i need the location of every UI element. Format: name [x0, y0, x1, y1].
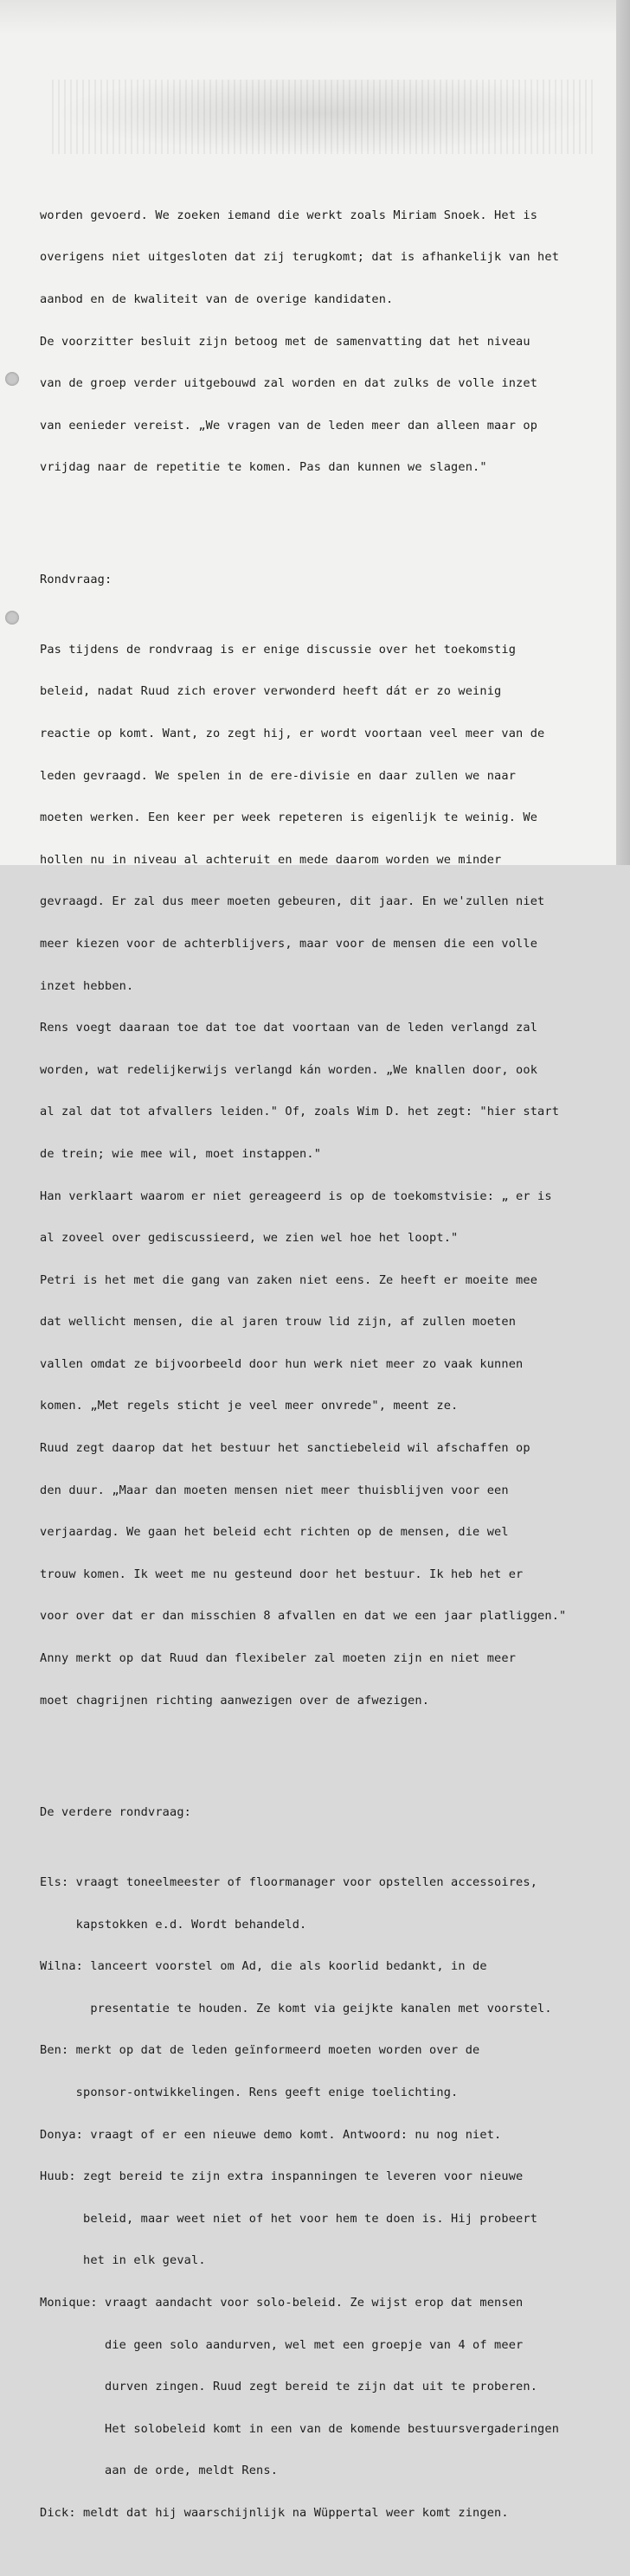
list-item: presentatie te houden. Ze komt via geijkte kanalen met voorstel. [40, 2001, 552, 2015]
list-item: beleid, maar weet niet of het voor hem te doen is. Hij probeert [40, 2211, 538, 2226]
text-line: komen. „Met regels sticht je veel meer onvrede", meent ze. [40, 1399, 459, 1413]
text-line: overigens niet uitgesloten dat zij terugkomt; dat is afhankelijk van het [40, 250, 560, 265]
text-line: Han verklaart waarom er niet gereageerd is op de toekomstvisie: „ er is [40, 1189, 552, 1203]
list-item: Ben: merkt op dat de leden geïnformeerd moeten worden over de [40, 2043, 480, 2058]
list-item: Wilna: lanceert voorstel om Ad, die als koorlid bedankt, in de [40, 1959, 487, 1974]
text-line: moet chagrijnen richting aanwezigen over de afwezigen. [40, 1693, 430, 1708]
scan-smudge [52, 80, 597, 154]
list-item: Het solobeleid komt in een van de komende bestuursvergaderingen [40, 2421, 560, 2436]
paragraph-1 [40, 180, 585, 503]
text-line: De voorzitter besluit zijn betoog met de samenvatting dat het niveau [40, 334, 530, 349]
list-item: Els: vraagt toneelmeester of floormanager voor opstellen accessoires, [40, 1875, 538, 1890]
page-fold-shadow [0, 0, 616, 35]
text-line: al zal dat tot afvallers leiden." Of, zoals Wim D. het zegt: "hier start [40, 1105, 560, 1119]
list-item: sponsor-ontwikkelingen. Rens geeft enige toelichting. [40, 2086, 459, 2099]
list-item: Huub: zegt bereid te zijn extra inspanningen te leveren voor nieuwe [40, 2169, 524, 2184]
punch-hole [5, 372, 19, 386]
text-line: gevraagd. Er zal dus meer moeten gebeuren, dit jaar. En we'zullen niet [40, 894, 545, 909]
text-line: vallen omdat ze bijvoorbeeld door hun werk niet meer zo vaak kunnen [40, 1356, 524, 1371]
punch-hole [5, 611, 19, 625]
text-line: Ruud zegt daarop dat het bestuur het sanctiebeleid wil afschaffen op [40, 1441, 530, 1456]
text-line: trouw komen. Ik weet me nu gesteund door het bestuur. Ik heb het er [40, 1567, 524, 1581]
list-item: aan de orde, meldt Rens. [40, 2464, 279, 2478]
list-item: Dick: meldt dat hij waarschijnlijk na Wüppertal weer komt zingen. [40, 2505, 509, 2520]
text-line: hollen nu in niveau al achteruit en mede daarom worden we minder [40, 852, 502, 867]
text-line: Anny merkt op dat Ruud dan flexibeler zal moeten zijn en niet meer [40, 1651, 517, 1666]
text-line: al zoveel over gediscussieerd, we zien wel hoe het loopt." [40, 1231, 459, 1246]
text-line: meer kiezen voor de achterblijvers, maar voor de mensen die een volle [40, 936, 538, 951]
list-item: durven zingen. Ruud zegt bereid te zijn dat uit te proberen. [40, 2380, 538, 2394]
list-item: het in elk geval. [40, 2253, 206, 2268]
document-text [40, 152, 585, 2576]
text-line: Rens voegt daaraan toe dat toe dat voortaan van de leden verlangd zal [40, 1021, 538, 1035]
text-line: vrijdag naar de repetitie te komen. Pas dan kunnen we slagen." [40, 460, 487, 475]
text-line: de trein; wie mee wil, moet instappen." [40, 1146, 322, 1161]
text-line: verjaardag. We gaan het beleid echt richten op de mensen, die wel [40, 1525, 509, 1540]
list-item: Monique: vraagt aandacht voor solo-beleid. Ze wijst erop dat mensen [40, 2295, 524, 2310]
paragraph-2 [40, 614, 585, 1735]
section-heading-verdere-rondvraag: De verdere rondvraag: [40, 1805, 192, 1820]
list-item: Donya: vraagt of er een nieuwe demo komt. Antwoord: nu nog niet. [40, 2127, 502, 2142]
text-line: reactie op komt. Want, zo zegt hij, er wordt voortaan veel meer van de [40, 726, 545, 740]
list-item: die geen solo aandurven, wel met een groepje van 4 of meer [40, 2337, 524, 2352]
text-line: den duur. „Maar dan moeten mensen niet meer thuisblijven voor een [40, 1483, 509, 1497]
text-line: voor over dat er dan misschien 8 afvallen en dat we een jaar platliggen." [40, 1609, 567, 1624]
text-line: dat wellicht mensen, die al jaren trouw lid zijn, af zullen moeten [40, 1315, 517, 1330]
text-line: van eenieder vereist. „We vragen van de leden meer dan alleen maar op [40, 418, 538, 433]
page-edge-shadow [616, 0, 630, 865]
spacer [40, 1764, 585, 1778]
text-line: Pas tijdens de rondvraag is er enige discussie over het toekomstig [40, 642, 517, 657]
text-line: inzet hebben. [40, 978, 134, 993]
text-line: worden gevoerd. We zoeken iemand die werkt zoals Miriam Snoek. Het is [40, 208, 538, 222]
spacer [40, 530, 585, 544]
text-line: beleid, nadat Ruud zich erover verwonderd heeft dát er zo weinig [40, 684, 502, 699]
text-line: leden gevraagd. We spelen in de ere-divisie en daar zullen we naar [40, 768, 517, 783]
verdere-rondvraag-list [40, 1848, 585, 2548]
section-heading-rondvraag: Rondvraag: [40, 572, 112, 586]
text-line: worden, wat redelijkerwijs verlangd kán worden. „We knallen door, ook [40, 1062, 538, 1077]
text-line: aanbod en de kwaliteit van de overige kandidaten. [40, 292, 394, 306]
text-line: moeten werken. Een keer per week repeteren is eigenlijk te weinig. We [40, 811, 538, 825]
text-line: Petri is het met die gang van zaken niet eens. Ze heeft er moeite mee [40, 1272, 538, 1287]
list-item: kapstokken e.d. Wordt behandeld. [40, 1917, 307, 1932]
text-line: van de groep verder uitgebouwd zal worden en dat zulks de volle inzet [40, 376, 538, 391]
